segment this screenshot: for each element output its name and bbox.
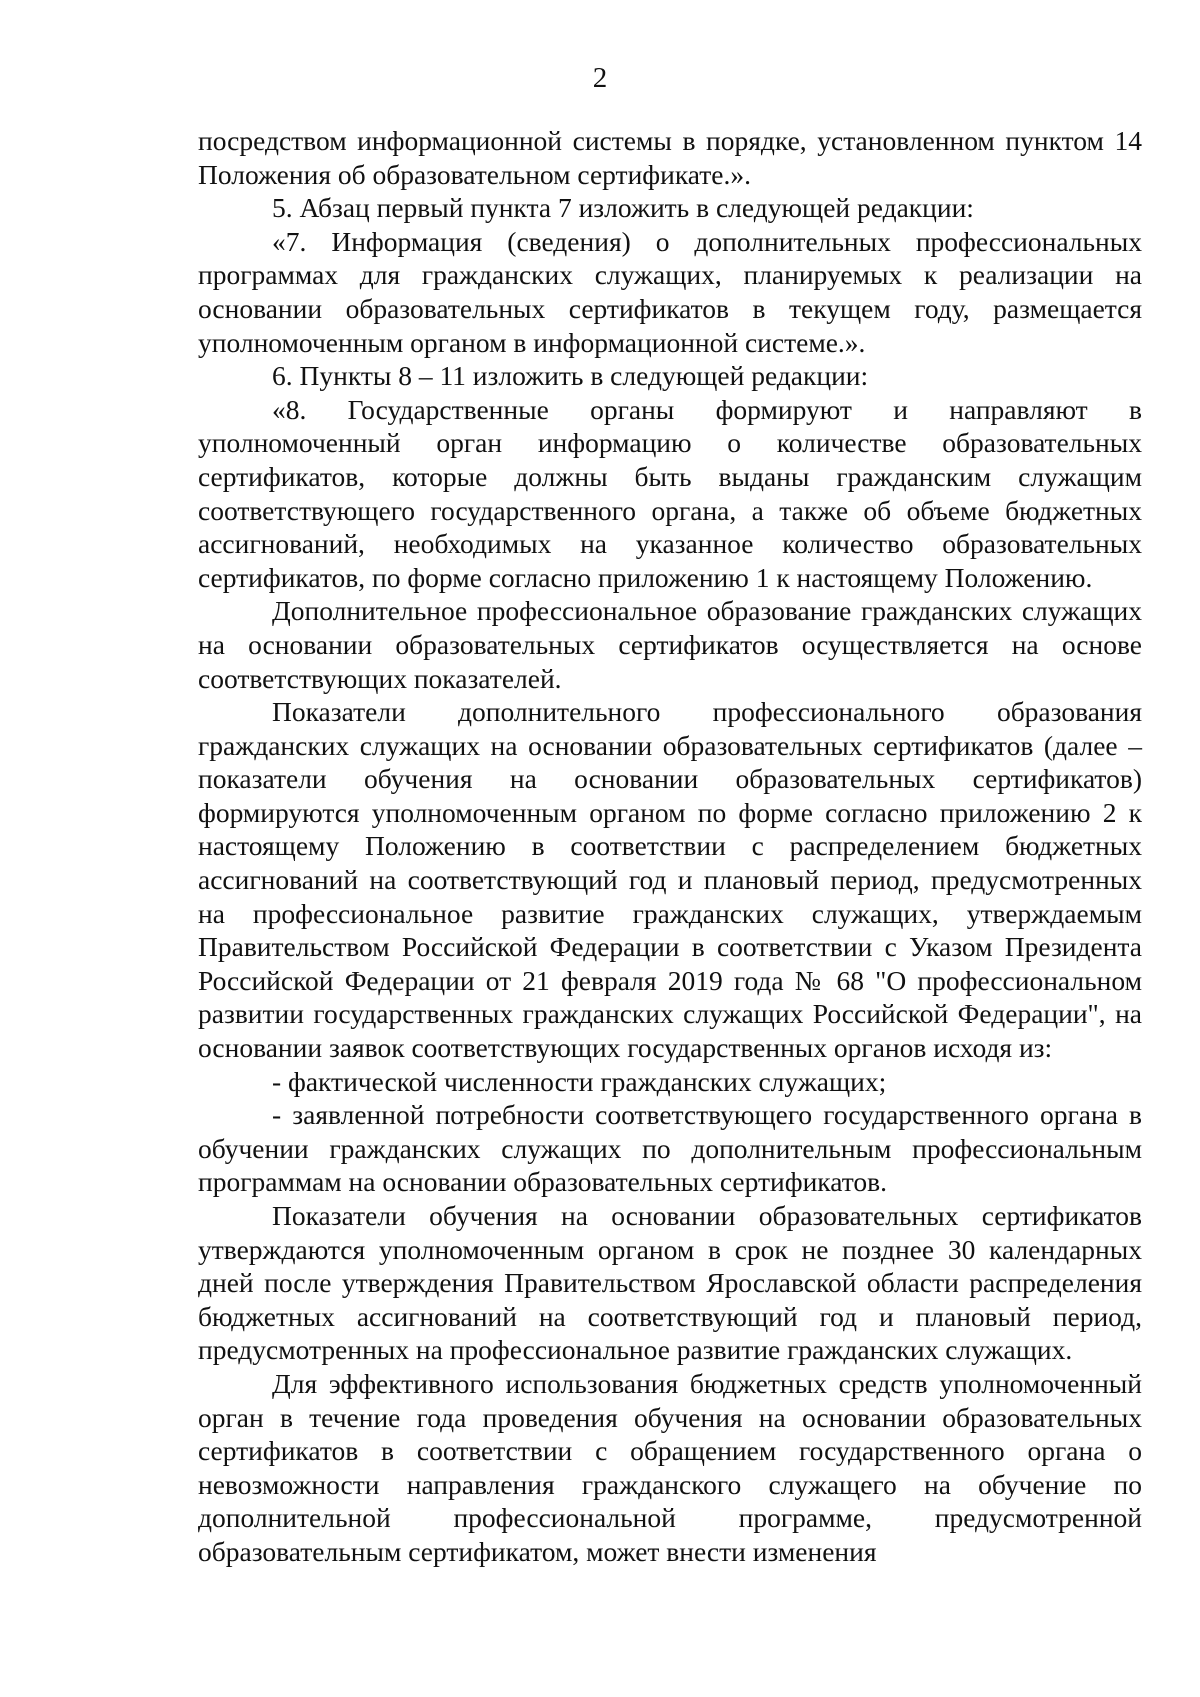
paragraph-efficiency: Для эффективного использования бюджетных средств уполномоченный орган в течение года проведения обучения на основании образовательных сертификатов в соответствии с обращением государственного органа о невозможности направления гражданского служащего на обучение по дополнительной профессиональной программе, предусмотренной образовательным сертификатом, может внести изменения	[198, 1367, 1142, 1567]
paragraph-item-8-text: «8. Государственные органы формируют и направляют в уполномоченный орган информацию о количестве образовательных сертификатов, которые должны быть выданы гражданским служащим соответствующего государственного органа, а также об объеме бюджетных ассигнований, необходимых на указанное количество образовательных сертификатов, по форме согласно приложению 1 к настоящему Положению.	[198, 393, 1142, 593]
paragraph-item-6: 6. Пункты 8 – 11 изложить в следующей редакции:	[272, 360, 869, 392]
paragraph-indicators: Показатели дополнительного профессионального образования гражданских служащих на основании образовательных сертификатов (далее – показатели обучения на основании образовательных сертификатов) формируются уполномоченным органом по форме согласно приложению 2 к настоящему Положению в соответствии с распределением бюджетных ассигнований на соответствующий год и плановый период, предусмотренных на профессиональное развитие гражданских служащих, утверждаемым Правительством Российской Федерации в соответствии с Указом Президента Российской Федерации от 21 февраля 2019 года № 68 "О профессиональном развитии государственных гражданских служащих Российской Федерации", на основании заявок соответствующих государственных органов исходя из:	[198, 696, 1142, 1064]
paragraph-item-7-text: «7. Информация (сведения) о дополнительных профессиональных программах для гражданских служащих, планируемых к реализации на основании образовательных сертификатов в текущем году, размещается уполномоченным органом в информационной системе.».	[198, 225, 1142, 358]
paragraph-continuation: посредством информационной системы в порядке, установленном пунктом 14 Положения об образовательном сертификате.».	[198, 125, 1142, 190]
list-item-demand: - заявленной потребности соответствующего государственного органа в обучении гражданских служащих по дополнительным профессиональным программам на основании образовательных сертификатов.	[198, 1099, 1142, 1198]
paragraph-item-5: 5. Абзац первый пункта 7 изложить в следующей редакции:	[272, 192, 974, 224]
page-number: 2	[592, 62, 608, 94]
list-item-headcount: - фактической численности гражданских служащих;	[272, 1065, 887, 1097]
document-body	[198, 124, 1142, 1569]
paragraph-approval: Показатели обучения на основании образовательных сертификатов утверждаются уполномоченным органом в срок не позднее 30 календарных дней после утверждения Правительством Ярославской области распределения бюджетных ассигнований на соответствующий год и плановый период, предусмотренных на профессиональное развитие гражданских служащих.	[198, 1200, 1142, 1366]
paragraph-dpo: Дополнительное профессиональное образование гражданских служащих на основании образовательных сертификатов осуществляется на основе соответствующих показателей.	[198, 595, 1142, 694]
